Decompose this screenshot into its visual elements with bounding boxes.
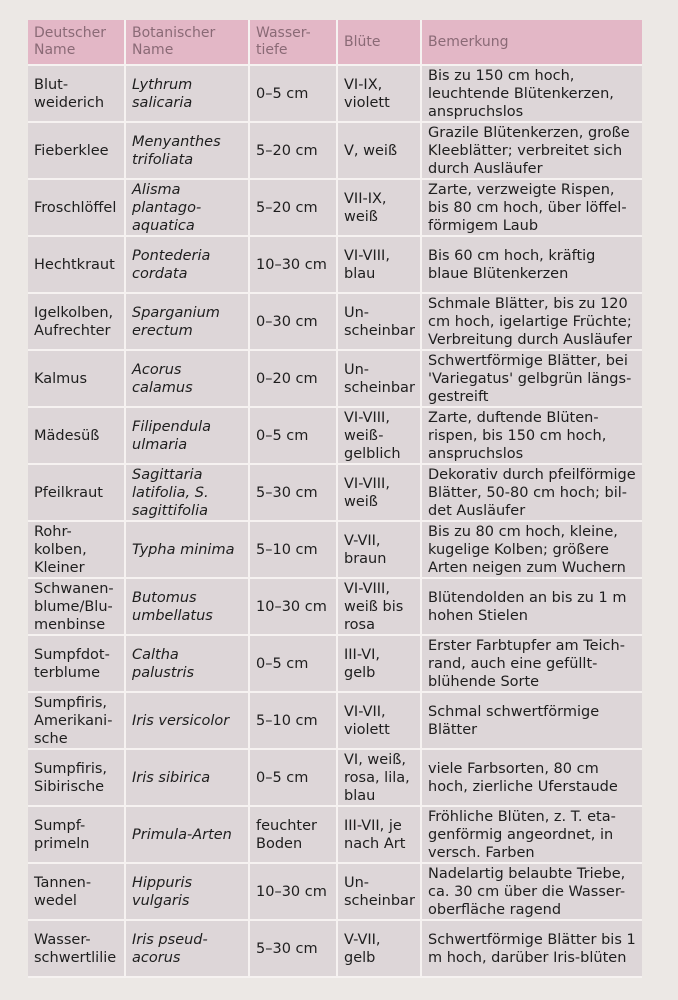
cell-water-depth: 0–5 cm <box>250 636 338 693</box>
cell-remark: Dekorativ durch pfeilförmige Blätter, 50-80 cm hoch; bil-det Ausläufer <box>422 465 642 522</box>
cell-bloom: VI-VII, violett <box>338 693 422 750</box>
cell-water-depth: 10–30 cm <box>250 579 338 636</box>
cell-remark: Schwertförmige Blätter bis 1 m hoch, darüber Iris-blüten <box>422 921 642 978</box>
header-water-depth: Wasser-tiefe <box>250 20 338 66</box>
cell-bloom: III-VII, je nach Art <box>338 807 422 864</box>
table-row <box>28 465 642 522</box>
cell-german-name: Fieberklee <box>28 123 126 180</box>
cell-remark: Fröhliche Blüten, z. T. eta-genförmig angeordnet, in versch. Farben <box>422 807 642 864</box>
cell-botanical-name: Pontederia cordata <box>126 237 250 294</box>
table-row <box>28 921 642 978</box>
cell-water-depth: 5–20 cm <box>250 123 338 180</box>
cell-water-depth: 10–30 cm <box>250 237 338 294</box>
cell-german-name: Blut-weiderich <box>28 66 126 123</box>
table-row <box>28 636 642 693</box>
cell-water-depth: 0–5 cm <box>250 66 338 123</box>
cell-remark: Erster Farbtupfer am Teich-rand, auch eine gefüllt-blühende Sorte <box>422 636 642 693</box>
table-row <box>28 180 642 237</box>
header-bloom: Blüte <box>338 20 422 66</box>
table-row <box>28 66 642 123</box>
cell-botanical-name: Primula-Arten <box>126 807 250 864</box>
cell-water-depth: 5–30 cm <box>250 465 338 522</box>
cell-remark: Schwertförmige Blätter, bei 'Variegatus' gelbgrün längs-gestreift <box>422 351 642 408</box>
cell-water-depth: feuchter Boden <box>250 807 338 864</box>
table-row <box>28 351 642 408</box>
cell-remark: Blütendolden an bis zu 1 m hohen Stielen <box>422 579 642 636</box>
cell-botanical-name: Alisma plantago-aquatica <box>126 180 250 237</box>
table-row <box>28 294 642 351</box>
table-row <box>28 750 642 807</box>
cell-german-name: Igelkolben, Aufrechter <box>28 294 126 351</box>
table-row <box>28 522 642 579</box>
cell-bloom: Un-scheinbar <box>338 294 422 351</box>
cell-botanical-name: Acorus calamus <box>126 351 250 408</box>
cell-bloom: V-VII, braun <box>338 522 422 579</box>
cell-water-depth: 0–5 cm <box>250 750 338 807</box>
cell-water-depth: 5–20 cm <box>250 180 338 237</box>
table-body <box>28 66 642 978</box>
cell-water-depth: 5–10 cm <box>250 522 338 579</box>
header-german-name: Deutscher Name <box>28 20 126 66</box>
cell-botanical-name: Filipendula ulmaria <box>126 408 250 465</box>
cell-german-name: Froschlöffel <box>28 180 126 237</box>
table-row <box>28 123 642 180</box>
cell-remark: Zarte, duftende Blüten-rispen, bis 150 cm hoch, anspruchslos <box>422 408 642 465</box>
cell-remark: Bis 60 cm hoch, kräftig blaue Blütenkerzen <box>422 237 642 294</box>
cell-remark: Schmal schwertförmige Blätter <box>422 693 642 750</box>
cell-remark: Nadelartig belaubte Triebe, ca. 30 cm über die Wasser-oberfläche ragend <box>422 864 642 921</box>
cell-remark: Bis zu 80 cm hoch, kleine, kugelige Kolben; größere Arten neigen zum Wuchern <box>422 522 642 579</box>
cell-water-depth: 0–5 cm <box>250 408 338 465</box>
cell-remark: Schmale Blätter, bis zu 120 cm hoch, igelartige Früchte; Verbreitung durch Ausläufer <box>422 294 642 351</box>
table-row <box>28 864 642 921</box>
cell-water-depth: 5–10 cm <box>250 693 338 750</box>
cell-bloom: VI-VIII, blau <box>338 237 422 294</box>
cell-botanical-name: Lythrum salicaria <box>126 66 250 123</box>
cell-german-name: Kalmus <box>28 351 126 408</box>
cell-german-name: Pfeilkraut <box>28 465 126 522</box>
cell-remark: Bis zu 150 cm hoch, leuchtende Blütenkerzen, anspruchslos <box>422 66 642 123</box>
cell-bloom: Un-scheinbar <box>338 864 422 921</box>
cell-botanical-name: Iris versicolor <box>126 693 250 750</box>
cell-botanical-name: Iris pseud-acorus <box>126 921 250 978</box>
cell-bloom: VI-VIII, weiß-gelblich <box>338 408 422 465</box>
cell-german-name: Sumpfdot-terblume <box>28 636 126 693</box>
cell-water-depth: 0–20 cm <box>250 351 338 408</box>
cell-german-name: Rohr-kolben, Kleiner <box>28 522 126 579</box>
cell-bloom: VI-VIII, weiß <box>338 465 422 522</box>
cell-bloom: VII-IX, weiß <box>338 180 422 237</box>
table-row <box>28 237 642 294</box>
cell-german-name: Sumpfiris, Amerikani-sche <box>28 693 126 750</box>
cell-german-name: Tannen-wedel <box>28 864 126 921</box>
table-row <box>28 807 642 864</box>
cell-german-name: Wasser-schwertlilie <box>28 921 126 978</box>
cell-bloom: VI-VIII, weiß bis rosa <box>338 579 422 636</box>
cell-water-depth: 5–30 cm <box>250 921 338 978</box>
plant-table <box>28 20 642 978</box>
cell-botanical-name: Typha minima <box>126 522 250 579</box>
header-botanical-name: Botanischer Name <box>126 20 250 66</box>
cell-german-name: Sumpf-primeln <box>28 807 126 864</box>
cell-botanical-name: Iris sibirica <box>126 750 250 807</box>
cell-botanical-name: Butomus umbellatus <box>126 579 250 636</box>
cell-bloom: Un-scheinbar <box>338 351 422 408</box>
cell-bloom: III-VI, gelb <box>338 636 422 693</box>
cell-botanical-name: Menyanthes trifoliata <box>126 123 250 180</box>
table-header-row <box>28 20 642 66</box>
cell-german-name: Hechtkraut <box>28 237 126 294</box>
cell-botanical-name: Caltha palustris <box>126 636 250 693</box>
table-row <box>28 579 642 636</box>
cell-german-name: Sumpfiris, Sibirische <box>28 750 126 807</box>
table-row <box>28 408 642 465</box>
cell-bloom: V, weiß <box>338 123 422 180</box>
cell-botanical-name: Sagittaria latifolia, S. sagittifolia <box>126 465 250 522</box>
cell-remark: Grazile Blütenkerzen, große Kleeblätter; verbreitet sich durch Ausläufer <box>422 123 642 180</box>
table-row <box>28 693 642 750</box>
cell-german-name: Schwanen-blume/Blu-menbinse <box>28 579 126 636</box>
cell-botanical-name: Sparganium erectum <box>126 294 250 351</box>
cell-botanical-name: Hippuris vulgaris <box>126 864 250 921</box>
cell-water-depth: 0–30 cm <box>250 294 338 351</box>
cell-bloom: VI, weiß, rosa, lila, blau <box>338 750 422 807</box>
cell-water-depth: 10–30 cm <box>250 864 338 921</box>
cell-remark: viele Farbsorten, 80 cm hoch, zierliche Uferstaude <box>422 750 642 807</box>
cell-bloom: V-VII, gelb <box>338 921 422 978</box>
cell-remark: Zarte, verzweigte Rispen, bis 80 cm hoch, über löffel-förmigem Laub <box>422 180 642 237</box>
cell-bloom: VI-IX, violett <box>338 66 422 123</box>
header-remark: Bemerkung <box>422 20 642 66</box>
cell-german-name: Mädesüß <box>28 408 126 465</box>
